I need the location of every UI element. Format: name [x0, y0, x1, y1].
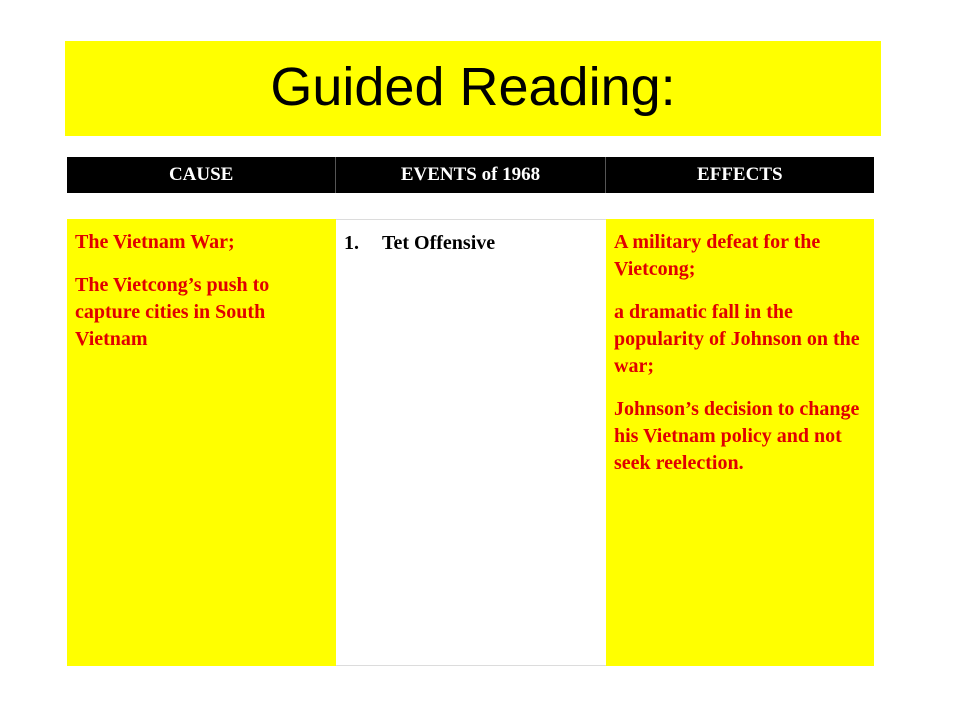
- events-column: [336, 219, 606, 666]
- effects-paragraph: A military defeat for the Vietcong;: [614, 231, 821, 280]
- cause-paragraph: The Vietnam War;: [75, 231, 235, 253]
- cause-paragraph: The Vietcong’s push to capture cities in South Vietnam: [75, 274, 270, 350]
- cause-column: [67, 219, 336, 666]
- title-banner: [65, 41, 881, 136]
- page-title: Guided Reading:: [270, 56, 676, 117]
- table-header-row: [67, 157, 874, 193]
- effects-column: [606, 219, 874, 666]
- event-label: Tet Offensive: [382, 232, 496, 254]
- effects-paragraph: Johnson’s decision to change his Vietnam policy and not seek reelection.: [614, 398, 860, 474]
- effects-paragraph: a dramatic fall in the popularity of Johnson on the war;: [614, 301, 860, 377]
- header-events: EVENTS of 1968: [335, 157, 604, 193]
- event-number: 1.: [344, 232, 359, 254]
- event-list-item: [344, 230, 598, 257]
- header-cause: CAUSE: [168, 164, 234, 185]
- header-effects: EFFECTS: [605, 157, 874, 193]
